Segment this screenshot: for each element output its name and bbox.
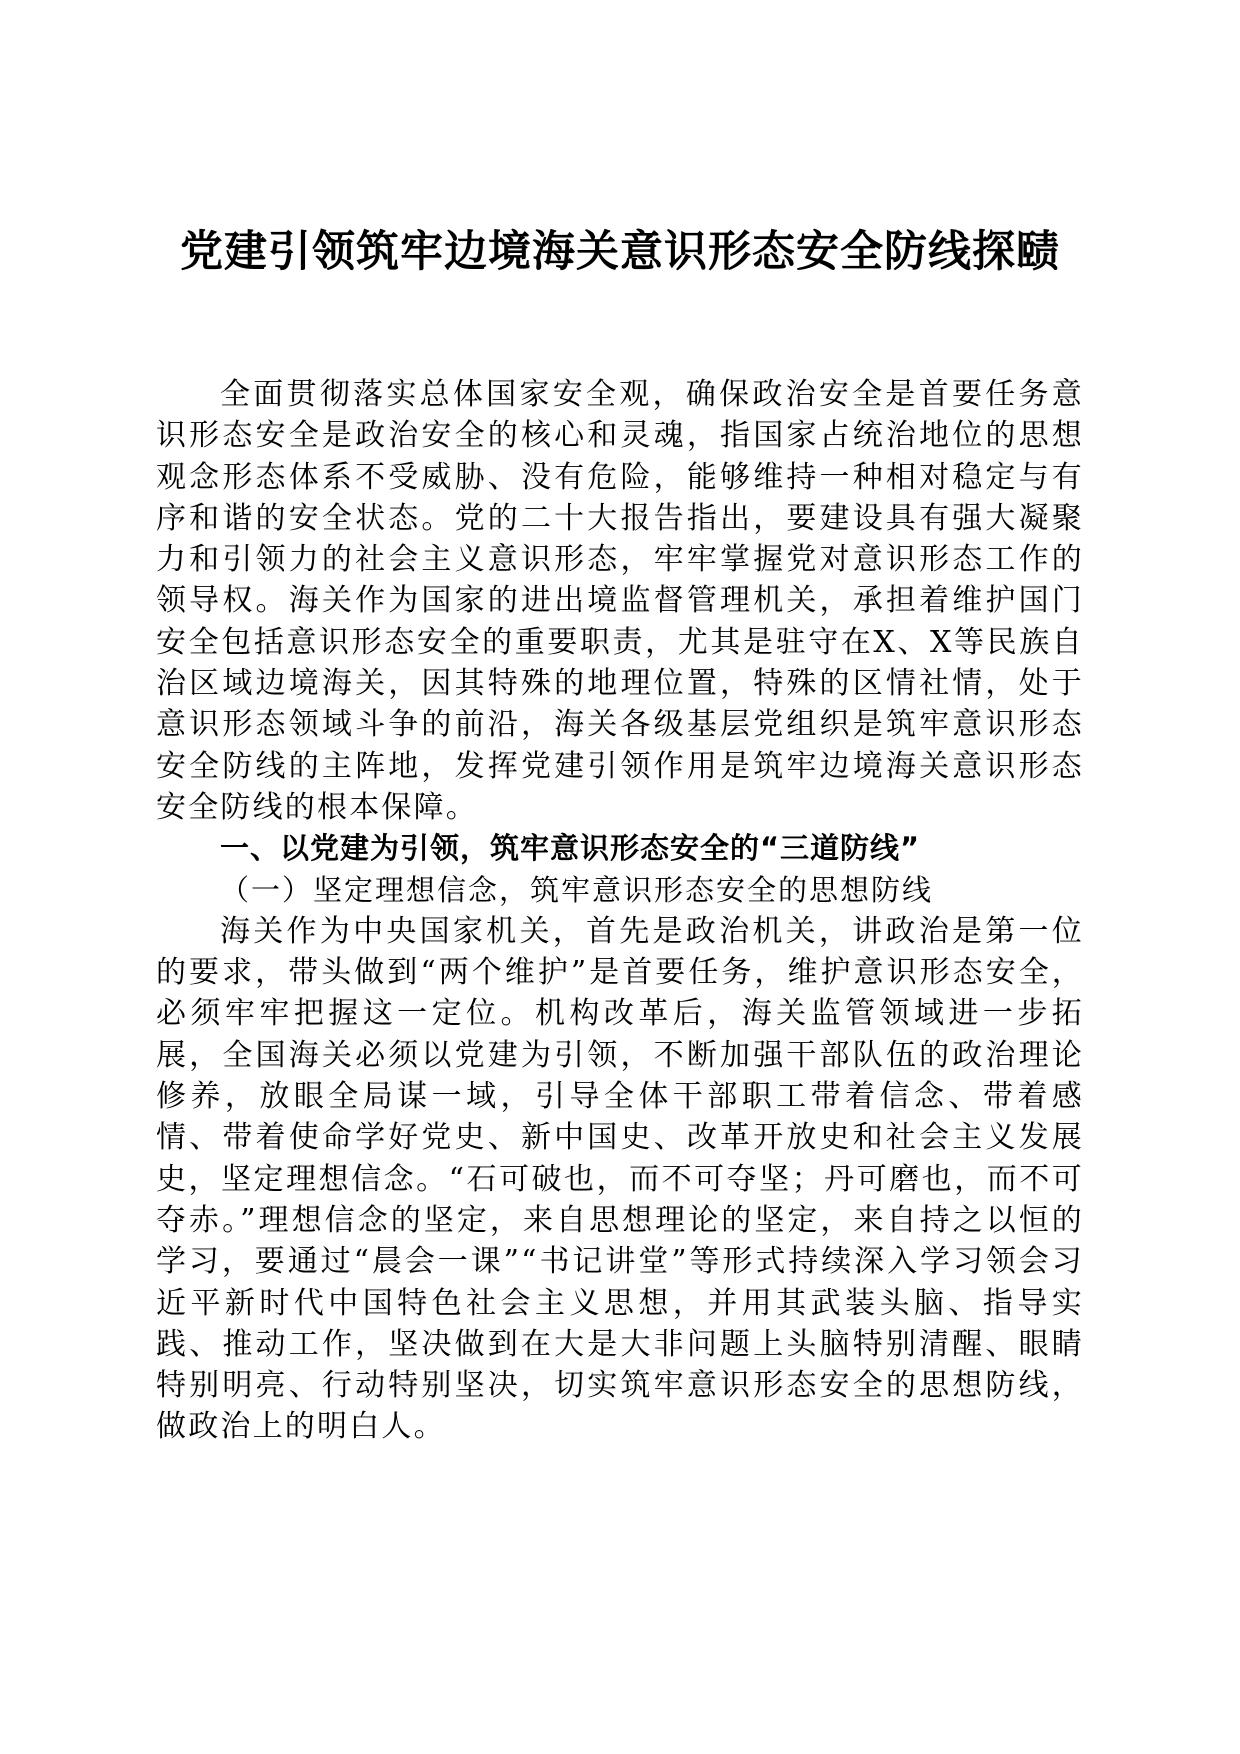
section-heading-1: 一、以党建为引领，筑牢意识形态安全的“三道防线” — [220, 831, 921, 866]
subsection-heading-1: （一）坚定理想信念，筑牢意识形态安全的思想防线 — [220, 872, 934, 907]
intro-paragraph: 全面贯彻落实总体国家安全观，确保政治安全是首要任务意识形态安全是政治安全的核心和灵魂，指国家占统治地位的思想观念形态体系不受威胁、没有危险，能够维持一种相对稳定与有序和谐的安全状态。党的二十大报告指出，要建设具有强大凝聚力和引领力的社会主义意识形态，牢牢掌握党对意识形态工作的领导权。海关作为国家的进出境监督管理机关，承担着维护国门安全包括意识形态安全的重要职责，尤其是驻守在X、X等民族自治区域边境海关，因其特殊的地理位置，特殊的区情社情，处于意识形态领域斗争的前沿，海关各级基层党组织是筑牢意识形态安全防线的主阵地，发挥党建引领作用是筑牢边境海关意识形态安全防线的根本保障。 — [156, 377, 1084, 825]
document-body — [156, 374, 1084, 1448]
document-title: 党建引领筑牢边境海关意识形态安全防线探赜 — [180, 227, 1060, 277]
subsection-paragraph-1: 海关作为中央国家机关，首先是政治机关，讲政治是第一位的要求，带头做到“两个维护”是首要任务，维护意识形态安全，必须牢牢把握这一定位。机构改革后，海关监管领域进一步拓展，全国海关必须以党建为引领，不断加强干部队伍的政治理论修养，放眼全局谋一域，引导全体干部职工带着信念、带着感情、带着使命学好党史、新中国史、改革开放史和社会主义发展史，坚定理想信念。“石可破也，而不可夺坚；丹可磨也，而不可夺赤。”理想信念的坚定，来自思想理论的坚定，来自持之以恒的学习，要通过“晨会一课”“书记讲堂”等形式持续深入学习领会习近平新时代中国特色社会主义思想，并用其武装头脑、指导实践、推动工作，坚决做到在大是大非问题上头脑特别清醒、眼睛特别明亮、行动特别坚决，切实筑牢意识形态安全的思想防线，做政治上的明白人。 — [156, 913, 1084, 1445]
